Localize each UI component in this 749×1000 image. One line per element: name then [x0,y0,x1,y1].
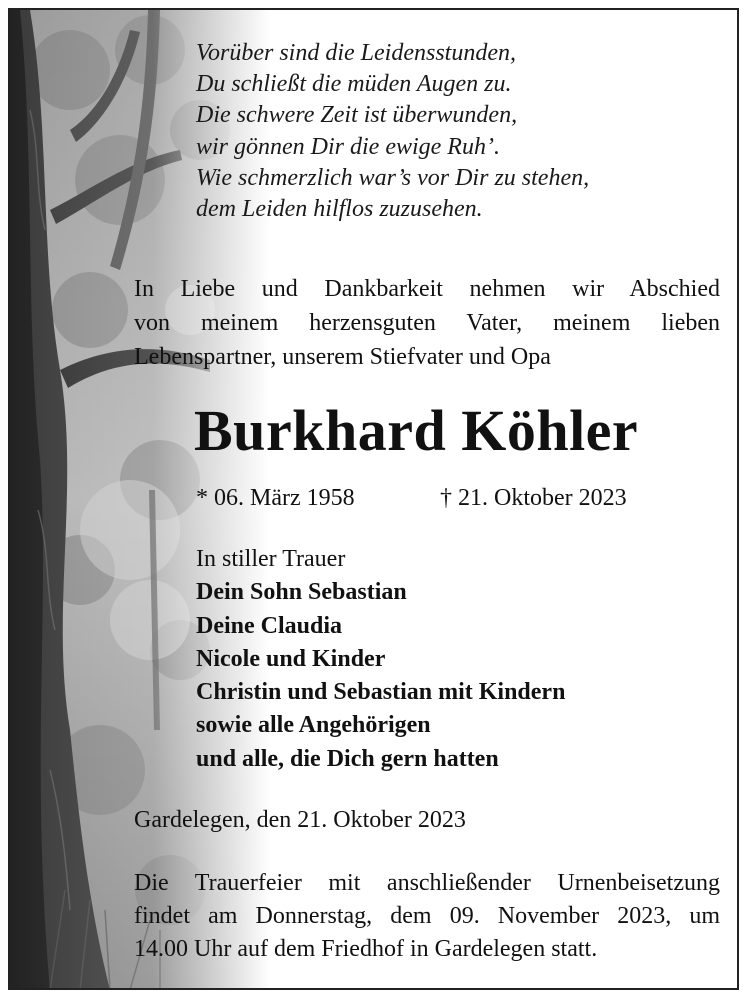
mourner-name: Deine Claudia [196,612,343,639]
poem-line: wir gönnen Dir die ewige Ruh’. [196,133,500,160]
funeral-line: 14.00 Uhr auf dem Friedhof in Gardelegen statt. [134,936,598,962]
mourner-name: Christin und Sebastian mit Kindern [196,679,566,706]
mourners-intro: In stiller Trauer [196,546,346,572]
deceased-name: Burkhard Köhler [194,398,639,463]
death-date: † 21. Oktober 2023 [440,485,627,511]
intro-line: In Liebe und Dankbarkeit nehmen wir Abschied [134,276,720,302]
mourner-name: Dein Sohn Sebastian [196,579,407,606]
funeral-line: findet am Donnerstag, dem 09. November 2023, um [134,903,720,929]
farewell-intro [134,272,720,374]
intro-line: von meinem herzensguten Vater, meinem lieben [134,310,720,336]
poem-line: Die schwere Zeit ist überwunden, [196,102,518,129]
poem-line: Wie schmerzlich war’s vor Dir zu stehen, [196,164,590,191]
poem-line: Du schließt die müden Augen zu. [196,71,512,98]
obituary-notice [8,8,739,990]
mourner-name: Nicole und Kinder [196,645,386,672]
mourner-name: sowie alle Angehörigen [196,712,431,739]
mourners-list [196,543,565,776]
poem-line: dem Leiden hilflos zuzusehen. [196,196,483,223]
birth-date: * 06. März 1958 [196,485,355,511]
mourner-name: und alle, die Dich gern hatten [196,745,499,772]
funeral-info [134,867,720,966]
place-date: Gardelegen, den 21. Oktober 2023 [134,807,466,833]
poem [196,38,589,225]
intro-line: Lebenspartner, unserem Stiefvater und Opa [134,344,551,370]
funeral-line: Die Trauerfeier mit anschließender Urnenbeisetzung [134,870,720,896]
poem-line: Vorüber sind die Leidensstunden, [196,40,516,66]
